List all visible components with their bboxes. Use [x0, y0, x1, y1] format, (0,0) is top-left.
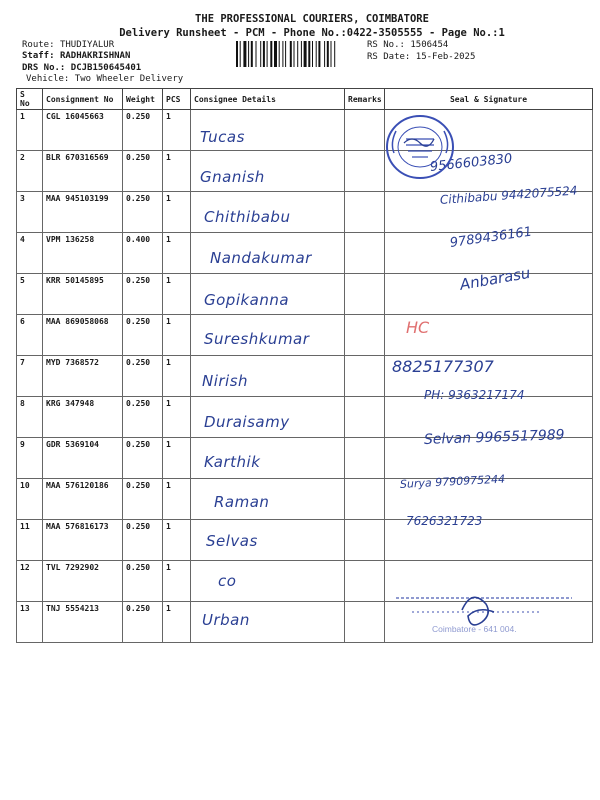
cell-consignee-details [191, 561, 345, 602]
cell-remarks [345, 479, 385, 520]
cell-weight: 0.250 [123, 602, 163, 643]
handwritten-signature-note: HC [406, 318, 430, 337]
cell-pcs: 1 [163, 315, 191, 356]
cell-consignment-no: TVL 7292902 [43, 561, 123, 602]
cell-sno: 12 [17, 561, 43, 602]
cell-weight: 0.250 [123, 110, 163, 151]
handwritten-signature-note: 9789436161 [448, 224, 533, 251]
vehicle-label: Vehicle: [26, 74, 70, 84]
cell-remarks [345, 151, 385, 192]
cell-pcs: 1 [163, 110, 191, 151]
cell-pcs: 1 [163, 479, 191, 520]
staff-label: Staff: [22, 51, 55, 61]
runsheet-subtitle: Delivery Runsheet - PCM - Phone No.:0422-3505555 - Page No.:1 [119, 27, 505, 39]
cell-weight: 0.250 [123, 151, 163, 192]
route-value: THUDIYALUR [59, 40, 115, 50]
cell-sno: 13 [17, 602, 43, 643]
rs-no-label: RS No.: [367, 40, 405, 50]
handwritten-consignee-name: Selvas [206, 532, 258, 550]
cell-sno: 6 [17, 315, 43, 356]
cell-consignment-no: KRG 347948 [43, 397, 123, 438]
drs-barcode [236, 41, 362, 67]
handwritten-signature-note: Selvan 9965517989 [423, 427, 565, 448]
col-header-consignee: Consignee Details [191, 89, 345, 110]
col-header-seal: Seal & Signature [385, 89, 593, 110]
col-header-pcs: PCS [163, 89, 191, 110]
handwritten-consignee-name: Urban [202, 611, 250, 629]
handwritten-consignee-name: Karthik [204, 453, 261, 471]
handwritten-consignee-name: Gnanish [200, 168, 265, 186]
table-header-row [17, 89, 593, 110]
col-header-consignment: Consignment No [43, 89, 123, 110]
vehicle-value: Two Wheeler Delivery [74, 74, 184, 84]
rs-no-value: 1506454 [410, 40, 449, 50]
staff-line [22, 51, 130, 61]
handwritten-signature-note: 9566603830 [429, 151, 514, 175]
cell-pcs: 1 [163, 356, 191, 397]
cell-weight: 0.250 [123, 479, 163, 520]
cell-pcs: 1 [163, 602, 191, 643]
cell-sno: 3 [17, 192, 43, 233]
handwritten-consignee-name: Gopikanna [204, 291, 290, 309]
handwritten-signature-note: 7626321723 [406, 514, 483, 528]
table-row [17, 520, 593, 561]
table-row [17, 479, 593, 520]
handwritten-consignee-name: Sureshkumar [204, 330, 310, 348]
cell-pcs: 1 [163, 151, 191, 192]
handwritten-signature-note: PH: 9363217174 [424, 388, 525, 402]
table-row [17, 110, 593, 151]
cell-sno: 1 [17, 110, 43, 151]
cell-weight: 0.250 [123, 315, 163, 356]
cell-sno: 10 [17, 479, 43, 520]
route-line [22, 40, 114, 50]
cell-consignment-no: MAA 576120186 [43, 479, 123, 520]
handwritten-consignee-name: Chithibabu [204, 208, 291, 226]
cell-weight: 0.250 [123, 520, 163, 561]
cell-remarks [345, 356, 385, 397]
cell-weight: 0.250 [123, 356, 163, 397]
rs-no-line [367, 40, 448, 50]
rs-date-line [367, 52, 475, 62]
cell-pcs: 1 [163, 561, 191, 602]
cell-consignment-no: MAA 869058068 [43, 315, 123, 356]
handwritten-consignee-name: Raman [214, 493, 270, 511]
cell-consignment-no: CGL 16045663 [43, 110, 123, 151]
cell-weight: 0.250 [123, 274, 163, 315]
handwritten-consignee-name: Tucas [200, 128, 245, 146]
staff-value: RADHAKRISHNAN [59, 51, 131, 61]
cell-remarks [345, 520, 385, 561]
route-label: Route: [22, 40, 55, 50]
cell-weight: 0.250 [123, 192, 163, 233]
vehicle-line [26, 74, 183, 84]
cell-weight: 0.250 [123, 397, 163, 438]
cell-pcs: 1 [163, 520, 191, 561]
seal-stamp [384, 113, 456, 181]
drs-label: DRS No.: [22, 63, 66, 73]
cell-consignment-no: VPM 136258 [43, 233, 123, 274]
cell-remarks [345, 274, 385, 315]
cell-sno: 7 [17, 356, 43, 397]
rs-date-value: 15-Feb-2025 [415, 52, 476, 62]
cell-sno: 4 [17, 233, 43, 274]
cell-pcs: 1 [163, 397, 191, 438]
cell-consignment-no: MAA 945103199 [43, 192, 123, 233]
cell-weight: 0.250 [123, 438, 163, 479]
cell-sno: 8 [17, 397, 43, 438]
cell-remarks [345, 110, 385, 151]
faint-seal-stamp [392, 588, 582, 638]
company-title: THE PROFESSIONAL COURIERS, COIMBATORE [195, 13, 429, 25]
cell-remarks [345, 602, 385, 643]
cell-pcs: 1 [163, 438, 191, 479]
cell-pcs: 1 [163, 274, 191, 315]
cell-pcs: 1 [163, 233, 191, 274]
handwritten-consignee-name: Nandakumar [210, 249, 312, 267]
handwritten-signature-note: 8825177307 [392, 357, 494, 376]
cell-remarks [345, 397, 385, 438]
col-header-sno: S No [17, 89, 43, 110]
cell-consignment-no: MAA 576816173 [43, 520, 123, 561]
runsheet-table [16, 88, 593, 643]
rs-date-label: RS Date: [367, 52, 411, 62]
cell-consignment-no: MYD 7368572 [43, 356, 123, 397]
cell-remarks [345, 192, 385, 233]
cell-remarks [345, 561, 385, 602]
handwritten-signature-note: Anbarasu [458, 263, 532, 294]
cell-remarks [345, 233, 385, 274]
cell-sno: 11 [17, 520, 43, 561]
col-header-remarks: Remarks [345, 89, 385, 110]
handwritten-signature-note: Cithibabu 9442075524 [439, 183, 578, 207]
handwritten-consignee-name: Nirish [202, 372, 249, 390]
cell-remarks [345, 315, 385, 356]
stamp-city-text: Coimbatore - 641 004. [432, 624, 517, 634]
cell-sno: 2 [17, 151, 43, 192]
handwritten-signature-note: Surya 9790975244 [399, 472, 506, 491]
cell-weight: 0.250 [123, 561, 163, 602]
drs-value: DCJB150645401 [70, 63, 142, 73]
handwritten-consignee-name: co [218, 572, 237, 590]
col-header-weight: Weight [123, 89, 163, 110]
cell-remarks [345, 438, 385, 479]
cell-sno: 9 [17, 438, 43, 479]
cell-sno: 5 [17, 274, 43, 315]
drs-line [22, 63, 141, 73]
cell-consignment-no: TNJ 5554213 [43, 602, 123, 643]
cell-consignment-no: BLR 670316569 [43, 151, 123, 192]
handwritten-consignee-name: Duraisamy [204, 413, 290, 431]
cell-consignment-no: KRR 50145895 [43, 274, 123, 315]
cell-consignment-no: GDR 5369104 [43, 438, 123, 479]
cell-weight: 0.400 [123, 233, 163, 274]
cell-pcs: 1 [163, 192, 191, 233]
